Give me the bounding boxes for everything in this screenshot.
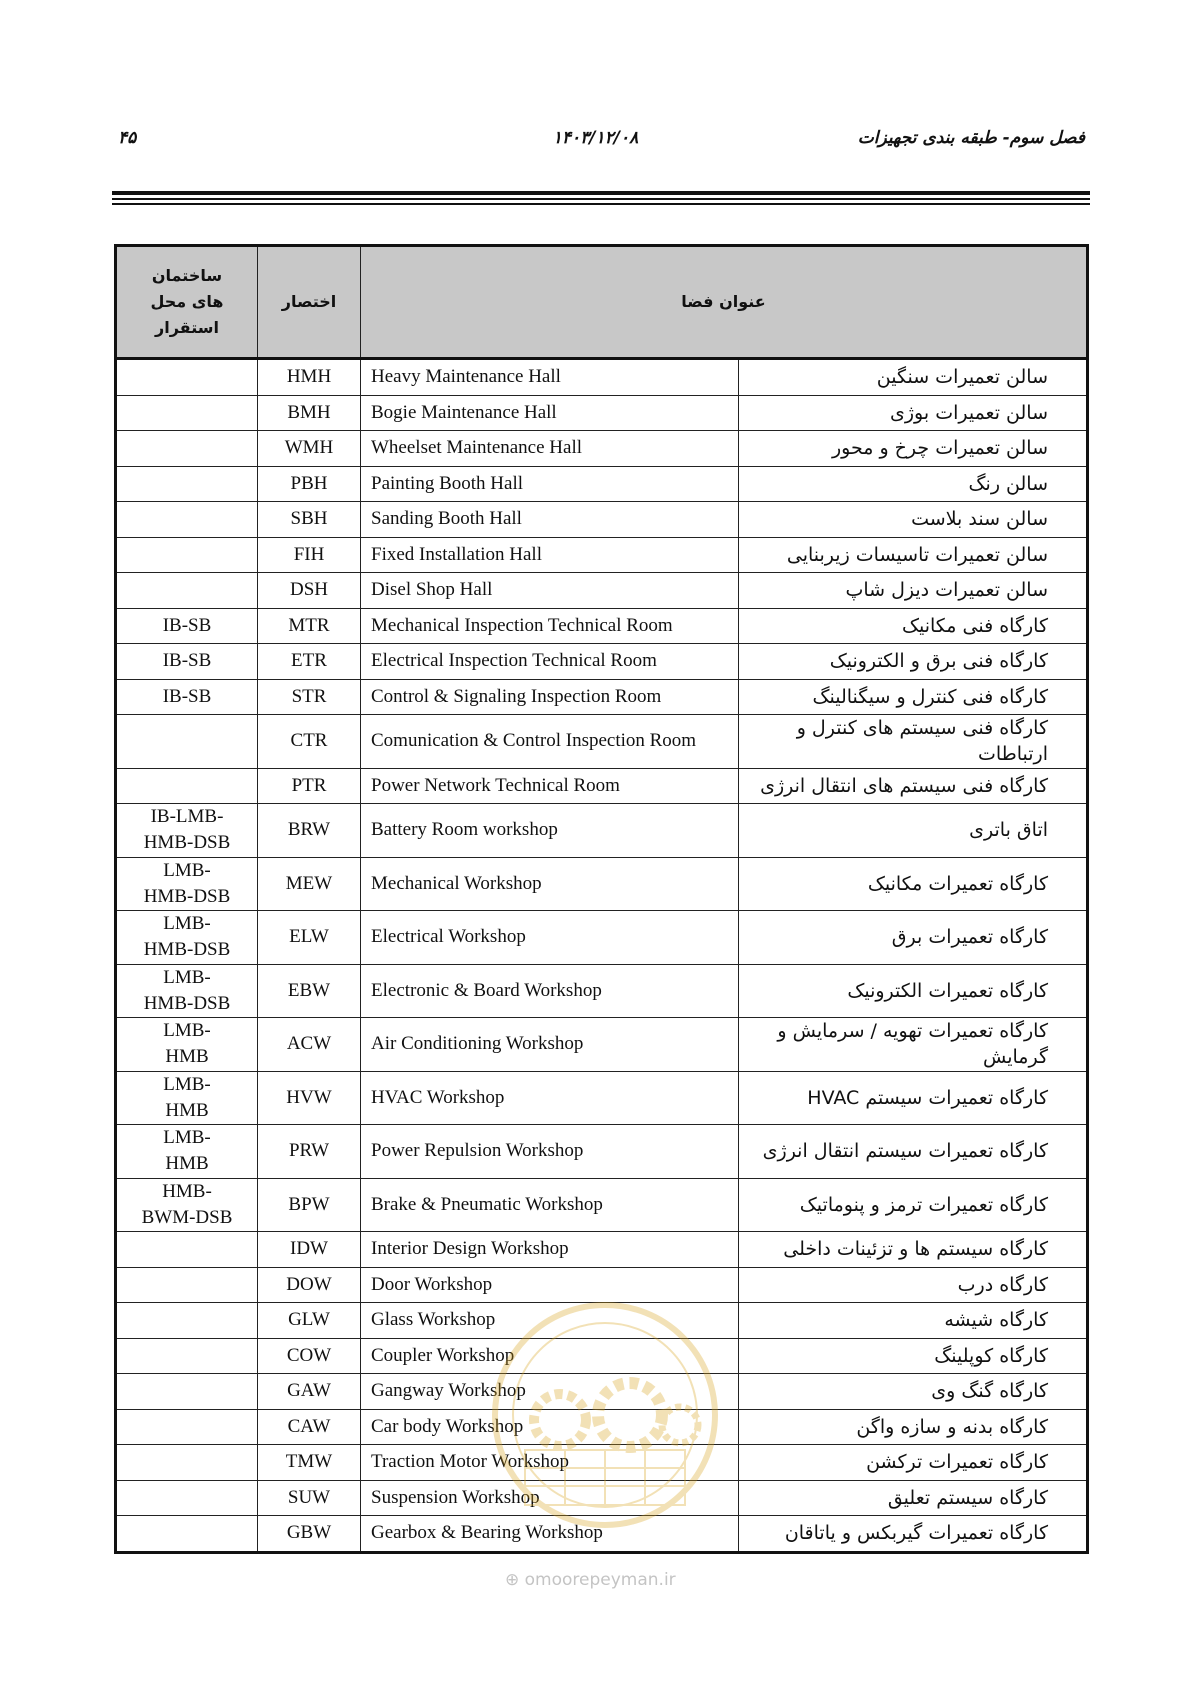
building-code-line: IB-SB [162, 650, 212, 672]
cell-persian-title: کارگاه فنی کنترل و سیگنالینگ [739, 679, 1088, 715]
table-row [116, 1409, 1088, 1445]
cell-abbreviation: COW [258, 1338, 361, 1374]
cell-abbreviation: STR [258, 679, 361, 715]
cell-building [116, 1516, 258, 1553]
table-row [116, 964, 1088, 1018]
cell-english-title: Door Workshop [361, 1267, 739, 1303]
cell-abbreviation: MEW [258, 857, 361, 911]
building-code-line: LMB- [163, 1073, 211, 1095]
building-code-line: LMB- [163, 859, 211, 881]
cell-abbreviation: BMH [258, 395, 361, 431]
building-code-line: IB-SB [162, 685, 212, 707]
table-row [116, 431, 1088, 467]
table-body [116, 359, 1088, 1553]
table-row [116, 359, 1088, 396]
cell-persian-title: کارگاه تعمیرات مکانیک [739, 857, 1088, 911]
cell-english-title: Comunication & Control Inspection Room [361, 715, 739, 769]
table-row [116, 804, 1088, 858]
cell-persian-title: سالن تعمیرات دیزل شاپ [739, 573, 1088, 609]
cell-abbreviation: GBW [258, 1516, 361, 1553]
cell-abbreviation: GLW [258, 1303, 361, 1339]
cell-building [116, 1178, 258, 1232]
cell-persian-title: کارگاه فنی مکانیک [739, 608, 1088, 644]
cell-persian-title: کارگاه شیشه [739, 1303, 1088, 1339]
table-row [116, 1178, 1088, 1232]
cell-building [116, 431, 258, 467]
table-row [116, 1018, 1088, 1072]
cell-abbreviation: DOW [258, 1267, 361, 1303]
cell-english-title: Air Conditioning Workshop [361, 1018, 739, 1072]
cell-persian-title: سالن تعمیرات سنگین [739, 359, 1088, 396]
cell-abbreviation: PTR [258, 768, 361, 804]
cell-persian-title: کارگاه فنی سیستم های کنترل و ارتباطات [739, 715, 1088, 769]
cell-abbreviation: ACW [258, 1018, 361, 1072]
cell-english-title: Car body Workshop [361, 1409, 739, 1445]
cell-abbreviation: PRW [258, 1125, 361, 1179]
cell-building [116, 1232, 258, 1268]
cell-english-title: Disel Shop Hall [361, 573, 739, 609]
cell-english-title: Gangway Workshop [361, 1374, 739, 1410]
header-building-line: استقرار [155, 318, 219, 337]
cell-english-title: Glass Workshop [361, 1303, 739, 1339]
cell-building [116, 644, 258, 680]
table-row [116, 1374, 1088, 1410]
table-row [116, 1125, 1088, 1179]
building-code-line: LMB- [163, 1020, 211, 1042]
cell-persian-title: سالن تعمیرات تاسیسات زیربنایی [739, 537, 1088, 573]
table-row [116, 395, 1088, 431]
cell-persian-title: کارگاه گنگ وی [739, 1374, 1088, 1410]
cell-english-title: Electrical Inspection Technical Room [361, 644, 739, 680]
cell-abbreviation: MTR [258, 608, 361, 644]
header-rule-thick [112, 191, 1090, 195]
cell-english-title: Electronic & Board Workshop [361, 964, 739, 1018]
cell-building [116, 1018, 258, 1072]
building-code-line: LMB- [163, 966, 211, 988]
cell-building [116, 911, 258, 965]
cell-building [116, 573, 258, 609]
cell-english-title: Battery Room workshop [361, 804, 739, 858]
cell-building [116, 1374, 258, 1410]
table-header-row [116, 246, 1088, 359]
cell-english-title: Bogie Maintenance Hall [361, 395, 739, 431]
cell-english-title: Brake & Pneumatic Workshop [361, 1178, 739, 1232]
cell-persian-title: کارگاه فنی سیستم های انتقال انرژی [739, 768, 1088, 804]
building-code-line: HMB-DSB [143, 939, 231, 961]
table-row [116, 644, 1088, 680]
cell-english-title: Power Repulsion Workshop [361, 1125, 739, 1179]
cell-abbreviation: IDW [258, 1232, 361, 1268]
cell-building [116, 395, 258, 431]
cell-persian-title: کارگاه فنی برق و الکترونیک [739, 644, 1088, 680]
cell-english-title: Heavy Maintenance Hall [361, 359, 739, 396]
cell-building [116, 964, 258, 1018]
cell-abbreviation: DSH [258, 573, 361, 609]
cell-persian-title: کارگاه تعمیرات الکترونیک [739, 964, 1088, 1018]
table-row [116, 1232, 1088, 1268]
page-number: ۴۵ [118, 128, 137, 148]
cell-persian-title: کارگاه تعمیرات گیربکس و یاتاقان [739, 1516, 1088, 1553]
header-building [116, 246, 258, 359]
table-row [116, 1303, 1088, 1339]
building-code-line: IB-LMB- [150, 806, 224, 828]
cell-abbreviation: CTR [258, 715, 361, 769]
cell-abbreviation: ELW [258, 911, 361, 965]
cell-english-title: Gearbox & Bearing Workshop [361, 1516, 739, 1553]
cell-building [116, 679, 258, 715]
building-code-line: BWM-DSB [141, 1206, 233, 1228]
cell-persian-title: کارگاه تعمیرات ترمز و پنوماتیک [739, 1178, 1088, 1232]
cell-persian-title: کارگاه تعمیرات سیستم انتقال انرژی [739, 1125, 1088, 1179]
cell-abbreviation: FIH [258, 537, 361, 573]
cell-persian-title: کارگاه سیستم تعلیق [739, 1480, 1088, 1516]
cell-building [116, 804, 258, 858]
table-row [116, 1516, 1088, 1553]
header-abbr: اختصار [258, 246, 361, 359]
cell-persian-title: کارگاه تعمیرات سیستم HVAC [739, 1071, 1088, 1125]
table-row [116, 1480, 1088, 1516]
cell-abbreviation: HMH [258, 359, 361, 396]
building-code-line: LMB- [163, 1127, 211, 1149]
watermark-url: ⊕ omoorepeyman.ir [505, 1570, 676, 1590]
header-rule-middle [112, 198, 1090, 200]
cell-abbreviation: SUW [258, 1480, 361, 1516]
cell-english-title: Suspension Workshop [361, 1480, 739, 1516]
cell-building [116, 1480, 258, 1516]
cell-english-title: Power Network Technical Room [361, 768, 739, 804]
cell-persian-title: کارگاه درب [739, 1267, 1088, 1303]
cell-abbreviation: WMH [258, 431, 361, 467]
cell-building [116, 608, 258, 644]
cell-abbreviation: HVW [258, 1071, 361, 1125]
table-row [116, 608, 1088, 644]
cell-abbreviation: BPW [258, 1178, 361, 1232]
spaces-table [114, 244, 1089, 1554]
building-code-line: HMB- [162, 1180, 212, 1202]
cell-english-title: Electrical Workshop [361, 911, 739, 965]
cell-persian-title: سالن تعمیرات بوژی [739, 395, 1088, 431]
cell-building [116, 502, 258, 538]
cell-building [116, 537, 258, 573]
cell-abbreviation: TMW [258, 1445, 361, 1481]
table-row [116, 466, 1088, 502]
table-row [116, 537, 1088, 573]
table-row [116, 573, 1088, 609]
cell-building [116, 715, 258, 769]
cell-persian-title: کارگاه سیستم ها و تزئینات داخلی [739, 1232, 1088, 1268]
cell-english-title: Wheelset Maintenance Hall [361, 431, 739, 467]
cell-building [116, 466, 258, 502]
cell-building [116, 1125, 258, 1179]
cell-abbreviation: EBW [258, 964, 361, 1018]
cell-english-title: Mechanical Workshop [361, 857, 739, 911]
building-code-line: HMB [165, 1046, 209, 1068]
cell-english-title: Sanding Booth Hall [361, 502, 739, 538]
table-row [116, 768, 1088, 804]
cell-english-title: Control & Signaling Inspection Room [361, 679, 739, 715]
table-row [116, 502, 1088, 538]
page-date: ۱۴۰۳/۱۲/۰۸ [552, 128, 639, 148]
cell-persian-title: کارگاه بدنه و سازه واگن [739, 1409, 1088, 1445]
cell-persian-title: کارگاه تعمیرات تهویه / سرمایش و گرمایش [739, 1018, 1088, 1072]
cell-english-title: Traction Motor Workshop [361, 1445, 739, 1481]
cell-persian-title: سالن تعمیرات چرخ و محور [739, 431, 1088, 467]
cell-building [116, 359, 258, 396]
cell-english-title: Interior Design Workshop [361, 1232, 739, 1268]
cell-english-title: HVAC Workshop [361, 1071, 739, 1125]
table-row [116, 1445, 1088, 1481]
table-row [116, 911, 1088, 965]
cell-persian-title: اتاق باتری [739, 804, 1088, 858]
cell-english-title: Fixed Installation Hall [361, 537, 739, 573]
table-row [116, 857, 1088, 911]
building-code-line: LMB- [163, 913, 211, 935]
cell-persian-title: کارگاه کوپلینگ [739, 1338, 1088, 1374]
cell-building [116, 1071, 258, 1125]
header-building-line: ساختمان [151, 266, 223, 285]
cell-abbreviation: ETR [258, 644, 361, 680]
cell-abbreviation: GAW [258, 1374, 361, 1410]
table-row [116, 1071, 1088, 1125]
cell-building [116, 857, 258, 911]
cell-building [116, 1445, 258, 1481]
cell-building [116, 1267, 258, 1303]
cell-building [116, 768, 258, 804]
cell-abbreviation: SBH [258, 502, 361, 538]
header-building-line: های محل [150, 292, 224, 311]
watermark-url-text: omoorepeyman.ir [524, 1570, 676, 1590]
building-code-line: HMB [165, 1153, 209, 1175]
cell-persian-title: سالن رنگ [739, 466, 1088, 502]
table-row [116, 679, 1088, 715]
header-rule-thin [112, 203, 1090, 205]
building-code-line: HMB [165, 1099, 209, 1121]
cell-building [116, 1303, 258, 1339]
cell-persian-title: کارگاه تعمیرات ترکشن [739, 1445, 1088, 1481]
cell-building [116, 1409, 258, 1445]
cell-english-title: Coupler Workshop [361, 1338, 739, 1374]
table-row [116, 1267, 1088, 1303]
building-code-line: HMB-DSB [143, 832, 231, 854]
header-title: عنوان فضا [361, 246, 1088, 359]
cell-abbreviation: PBH [258, 466, 361, 502]
cell-persian-title: کارگاه تعمیرات برق [739, 911, 1088, 965]
table-row [116, 715, 1088, 769]
table-row [116, 1338, 1088, 1374]
cell-english-title: Mechanical Inspection Technical Room [361, 608, 739, 644]
cell-abbreviation: CAW [258, 1409, 361, 1445]
chapter-title: فصل سوم- طبقه بندی تجهیزات [857, 128, 1085, 148]
cell-persian-title: سالن سند بلاست [739, 502, 1088, 538]
building-code-line: HMB-DSB [143, 885, 231, 907]
cell-english-title: Painting Booth Hall [361, 466, 739, 502]
building-code-line: HMB-DSB [143, 992, 231, 1014]
building-code-line: IB-SB [162, 614, 212, 636]
cell-abbreviation: BRW [258, 804, 361, 858]
cell-building [116, 1338, 258, 1374]
